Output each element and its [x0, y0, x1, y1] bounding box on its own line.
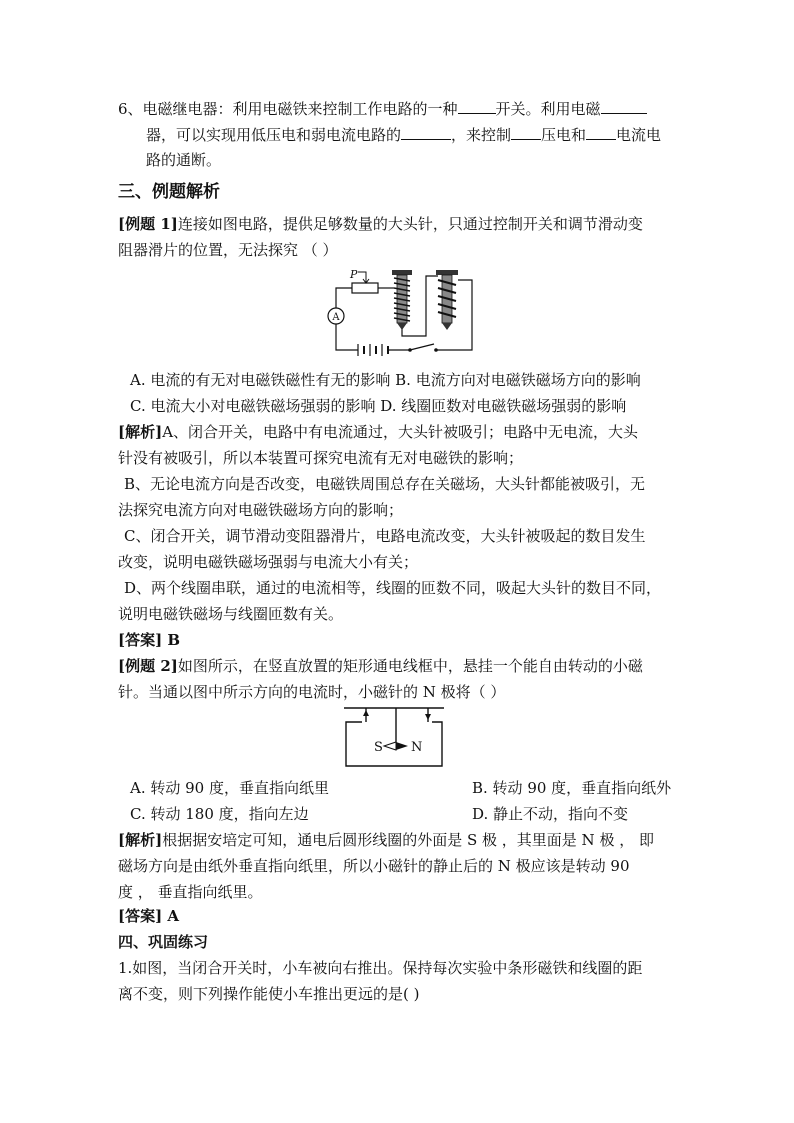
section6-line3: 路的通断。 — [146, 151, 222, 169]
example2-option-a: A. 转动 90 度，垂直指向纸里 — [130, 779, 329, 797]
example1-circuit-figure — [318, 266, 478, 358]
example2-question-line1: [例题 2]如图所示，在竖直放置的矩形通电线框中，悬挂一个能自由转动的小磁 — [118, 657, 643, 675]
electromagnet-coil-1 — [392, 270, 412, 330]
fill-blank — [601, 98, 647, 114]
example1-explanation-line3: B、无论电流方向是否改变，电磁铁周围总存在关磁场，大头针都能被吸引，无 — [124, 475, 646, 493]
practice1-line2: 离不变，则下列操作能使小车推出更远的是( ) — [118, 985, 420, 1003]
example1-explanation-line5: C、闭合开关，调节滑动变阻器滑片，电路电流改变，大头针被吸起的数目发生 — [124, 527, 646, 545]
example1-options-row2 — [130, 396, 626, 416]
example1-option-c: C. 电流大小对电磁铁磁场强弱的影响 — [130, 397, 376, 415]
current-arrow-down-icon — [425, 714, 431, 720]
example2-frame-figure — [338, 700, 450, 768]
example2-option-c: C. 转动 180 度，指向左边 — [130, 805, 309, 823]
example1-explanation-line8: 说明电磁铁磁场与线圈匝数有关。 — [118, 605, 344, 623]
example1-answer: [答案] B — [118, 631, 181, 649]
slider-label: P — [350, 268, 358, 281]
example1-options-row1 — [130, 370, 641, 390]
current-arrow-up-icon — [363, 710, 369, 716]
example1-explanation-line6: 改变，说明电磁铁磁场强弱与电流大小有关； — [118, 553, 419, 571]
example2-answer: [答案] A — [118, 907, 180, 925]
example2-explanation-line2: 磁场方向是由纸外垂直指向纸里，所以小磁针的静止后的 N 极应该是转动 90 — [118, 857, 630, 875]
section6-line1: 6、电磁继电器：利用电磁铁来控制工作电路的一种 开关。利用电磁 — [118, 98, 647, 119]
example1-question-line2: 阻器滑片的位置，无法探究 （ ） — [118, 241, 338, 259]
fill-blank — [511, 124, 541, 140]
example1-explanation-line4: 法探究电流方向对电磁铁磁场方向的影响； — [118, 501, 404, 519]
rheostat-icon — [352, 283, 378, 293]
south-pole-label: S — [374, 740, 383, 755]
compass-needle-icon — [384, 742, 408, 750]
north-pole-label: N — [411, 740, 423, 755]
section-heading-examples: 三、例题解析 — [118, 182, 220, 202]
example1-explanation-line1: [解析]A、闭合开关，电路中有电流通过，大头针被吸引；电路中无电流，大头 — [118, 423, 639, 441]
example2-option-d: D. 静止不动，指向不变 — [472, 805, 629, 823]
example2-question-line2: 针。当通以图中所示方向的电流时，小磁针的 N 极将（ ） — [118, 683, 506, 701]
example2-option-b: B. 转动 90 度，垂直指向纸外 — [472, 779, 672, 797]
example2-explanation-line3: 度 ， 垂直指向纸里。 — [118, 883, 263, 901]
example1-explanation-line7: D、两个线圈串联，通过的电流相等，线圈的匝数不同，吸起大头针的数目不同， — [124, 579, 662, 597]
example1-option-a: A. 电流的有无对电磁铁磁性有无的影响 — [130, 371, 391, 389]
section6-line2: 器，可以实现用低压电和弱电流电路的 ，来控制 压电和 电流电 — [146, 126, 662, 144]
fill-blank — [458, 98, 496, 114]
example1-question-line1: [例题 1]连接如图电路，提供足够数量的大头针，只通过控制开关和调节滑动变 — [118, 215, 643, 233]
ammeter-label: A — [332, 312, 340, 323]
section-heading-practice: 四、巩固练习 — [118, 933, 209, 951]
electromagnet-coil-2 — [436, 270, 458, 330]
example1-option-b: B. 电流方向对电磁铁磁场方向的影响 — [395, 371, 641, 389]
example1-option-d: D. 线圈匝数对电磁铁磁场强弱的影响 — [380, 397, 627, 415]
fill-blank — [586, 124, 616, 140]
example1-explanation-line2: 针没有被吸引，所以本装置可探究电流有无对电磁铁的影响； — [118, 449, 524, 467]
example2-explanation-line1: [解析]根据据安培定可知，通电后圆形线圈的外面是 S 极 ，其里面是 N 极 ， 即 — [118, 831, 654, 849]
practice1-line1: 1.如图，当闭合开关时，小车被向右推出。保持每次实验中条形磁铁和线圈的距 — [118, 959, 643, 977]
fill-blank — [401, 124, 451, 140]
